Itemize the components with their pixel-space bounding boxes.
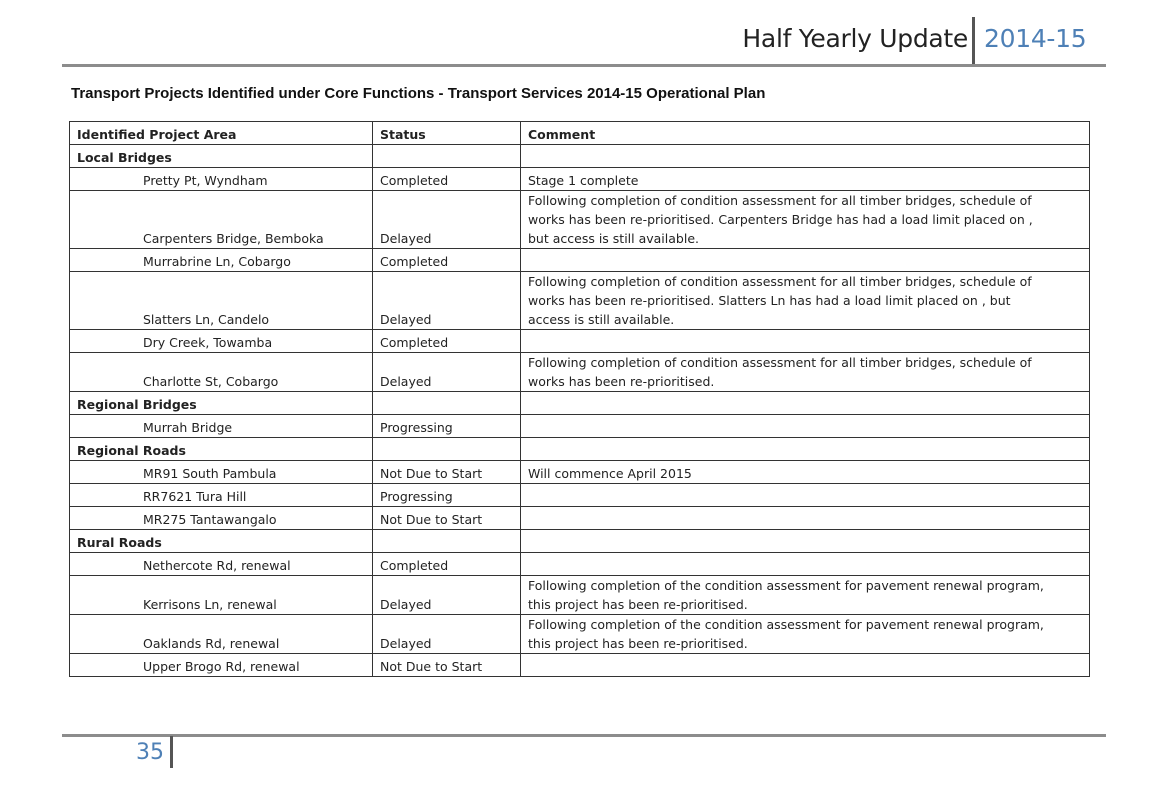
table-row — [70, 576, 1090, 615]
project-comment — [521, 249, 1090, 272]
comment-line: this project has been re-prioritised. — [528, 597, 748, 612]
project-name: Oaklands Rd, renewal — [70, 615, 373, 654]
project-name: Charlotte St, Cobargo — [70, 353, 373, 392]
comment-line: works has been re-prioritised. Slatters Ln has had a load limit placed on , but — [528, 293, 1011, 308]
project-status: Delayed — [373, 576, 521, 615]
project-comment — [521, 654, 1090, 677]
project-status: Not Due to Start — [373, 461, 521, 484]
comment-line: Following completion of condition assessment for all timber bridges, schedule of — [528, 193, 1032, 208]
project-name: Murrabrine Ln, Cobargo — [70, 249, 373, 272]
category-row — [70, 392, 1090, 415]
category-name: Regional Roads — [70, 438, 373, 461]
table-row — [70, 272, 1090, 330]
header-year: 2014-15 — [984, 24, 1087, 53]
comment-line: access is still available. — [528, 312, 675, 327]
project-status: Delayed — [373, 191, 521, 249]
project-comment — [521, 330, 1090, 353]
project-status — [373, 530, 521, 553]
project-status: Completed — [373, 249, 521, 272]
comment-line: this project has been re-prioritised. — [528, 636, 748, 651]
category-row — [70, 438, 1090, 461]
project-name: MR91 South Pambula — [70, 461, 373, 484]
project-comment — [521, 415, 1090, 438]
table-row — [70, 191, 1090, 249]
column-header-status: Status — [373, 122, 521, 145]
table-row — [70, 615, 1090, 654]
project-comment — [521, 191, 1090, 249]
project-comment — [521, 272, 1090, 330]
project-status: Delayed — [373, 272, 521, 330]
table-row — [70, 353, 1090, 392]
table-row — [70, 461, 1090, 484]
project-comment — [521, 576, 1090, 615]
project-comment — [521, 530, 1090, 553]
project-comment — [521, 353, 1090, 392]
table-row — [70, 507, 1090, 530]
comment-line: Following completion of condition assessment for all timber bridges, schedule of — [528, 355, 1032, 370]
project-status: Not Due to Start — [373, 654, 521, 677]
project-name: Slatters Ln, Candelo — [70, 272, 373, 330]
project-comment — [521, 507, 1090, 530]
category-row — [70, 145, 1090, 168]
project-name: Dry Creek, Towamba — [70, 330, 373, 353]
table-row — [70, 654, 1090, 677]
projects-table — [69, 121, 1090, 677]
project-comment — [521, 553, 1090, 576]
project-comment — [521, 615, 1090, 654]
table-body — [70, 145, 1090, 677]
table-row — [70, 484, 1090, 507]
table-row — [70, 553, 1090, 576]
project-status — [373, 438, 521, 461]
project-status: Not Due to Start — [373, 507, 521, 530]
column-header-comment: Comment — [521, 122, 1090, 145]
project-status: Completed — [373, 168, 521, 191]
comment-line: works has been re-prioritised. Carpenters Bridge has had a load limit placed on , — [528, 212, 1033, 227]
comment-line: Following completion of the condition assessment for pavement renewal program, — [528, 578, 1044, 593]
project-name: RR7621 Tura Hill — [70, 484, 373, 507]
project-comment: Stage 1 complete — [521, 168, 1090, 191]
project-name: Pretty Pt, Wyndham — [70, 168, 373, 191]
footer-rule — [62, 734, 1106, 737]
project-name: Nethercote Rd, renewal — [70, 553, 373, 576]
table-row — [70, 168, 1090, 191]
category-name: Rural Roads — [70, 530, 373, 553]
table-header-row — [70, 122, 1090, 145]
header-rule — [62, 64, 1106, 67]
category-row — [70, 530, 1090, 553]
project-status: Progressing — [373, 484, 521, 507]
section-title: Transport Projects Identified under Core Functions - Transport Services 2014-15 Operational Plan — [71, 85, 766, 102]
project-status: Delayed — [373, 615, 521, 654]
header-divider — [972, 17, 975, 64]
comment-line: but access is still available. — [528, 231, 699, 246]
project-comment — [521, 438, 1090, 461]
project-status: Completed — [373, 553, 521, 576]
project-name: Carpenters Bridge, Bemboka — [70, 191, 373, 249]
project-comment: Will commence April 2015 — [521, 461, 1090, 484]
project-status: Progressing — [373, 415, 521, 438]
header-title: Half Yearly Update — [742, 24, 968, 53]
project-status — [373, 145, 521, 168]
column-header-project: Identified Project Area — [70, 122, 373, 145]
table-row — [70, 249, 1090, 272]
project-status — [373, 392, 521, 415]
comment-line: works has been re-prioritised. — [528, 374, 715, 389]
project-status: Completed — [373, 330, 521, 353]
project-comment — [521, 484, 1090, 507]
category-name: Regional Bridges — [70, 392, 373, 415]
project-name: Upper Brogo Rd, renewal — [70, 654, 373, 677]
page-number: 35 — [136, 740, 164, 765]
comment-line: Following completion of the condition assessment for pavement renewal program, — [528, 617, 1044, 632]
table-row — [70, 330, 1090, 353]
table-row — [70, 415, 1090, 438]
project-name: Murrah Bridge — [70, 415, 373, 438]
project-comment — [521, 392, 1090, 415]
project-comment — [521, 145, 1090, 168]
footer-divider — [170, 736, 173, 768]
project-name: Kerrisons Ln, renewal — [70, 576, 373, 615]
project-name: MR275 Tantawangalo — [70, 507, 373, 530]
category-name: Local Bridges — [70, 145, 373, 168]
comment-line: Following completion of condition assessment for all timber bridges, schedule of — [528, 274, 1032, 289]
project-status: Delayed — [373, 353, 521, 392]
